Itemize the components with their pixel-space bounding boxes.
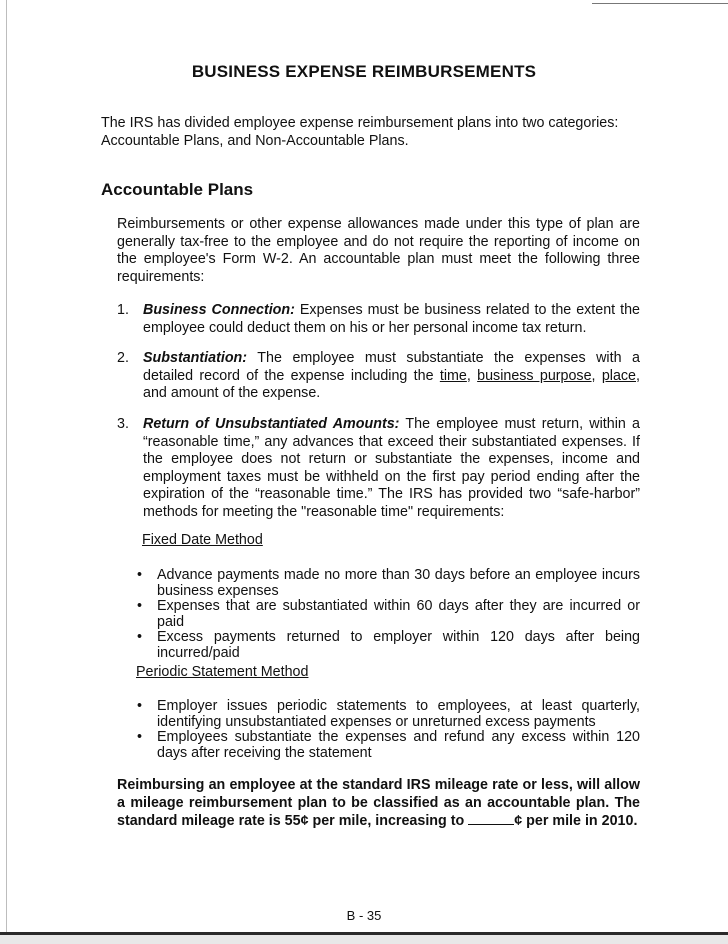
periodic-statement-bullets — [136, 699, 640, 761]
page-title: BUSINESS EXPENSE REIMBURSEMENTS — [191, 62, 537, 81]
intro-line-2: Accountable Plans, and Non-Accountable Plans. — [101, 133, 409, 149]
underlined-term: time — [439, 367, 467, 384]
requirement-number: 3. — [117, 416, 129, 432]
requirement-text: The employee must substantiate the expenses with a detailed record of the expense including the — [143, 350, 640, 384]
requirement-text: The employee must return, within a “reasonable time,” any advances that exceed their substantiated expenses. If the employee does not return or substantiate the expenses, income and employment taxes must be withheld on the first pay period ending after the expiration of the “reasonable time.” The IRS has provided two “safe-harbor” methods for meeting the "reasonable time" requirements: — [143, 416, 640, 520]
bullet-icon: • — [137, 598, 143, 614]
requirement-text-end: and amount of the expense. — [143, 385, 321, 401]
list-item: • Excess payments returned to employer within 120 days after being incurred/paid — [137, 629, 640, 661]
scan-left-edge — [6, 0, 7, 944]
fill-in-blank — [468, 812, 514, 825]
bullet-icon: • — [137, 729, 143, 745]
section-heading: Accountable Plans — [101, 180, 254, 199]
requirement-lead: Substantiation: — [143, 350, 248, 366]
list-item: • Employees substantiate the expenses and refund any excess within 120 days after receiving the statement — [137, 729, 640, 761]
closing-text: Reimbursing an employee at the standard IRS mileage rate or less, will allow a mileage reimbursement plan to be classified as an accountable plan. The standard mileage rate is 55¢ per mile, increasing to — [117, 777, 640, 829]
intro-line-1: The IRS has divided employee expense reimbursement plans into two categories: — [101, 115, 619, 131]
requirement-lead: Business Connection: — [143, 302, 295, 318]
list-item: • Employer issues periodic statements to employees, at least quarterly, identifying unsubstantiated expenses or unreturned excess payments — [137, 698, 640, 730]
bullet-icon: • — [137, 698, 143, 714]
underlined-term: place — [601, 367, 636, 384]
requirement-text: Expenses must be business related to the extent the employee could deduct them on his or her personal income tax return. — [143, 302, 640, 336]
requirement-number: 1. — [117, 302, 129, 318]
section-intro-text: Reimbursements or other expense allowances made under this type of plan are generally tax-free to the employee and do not require the reporting of income on the employee's Form W-2. An accountable plan must meet the following three requirements: — [117, 216, 640, 285]
scan-bottom-edge — [0, 932, 728, 944]
underlined-term: business purpose — [477, 367, 592, 384]
bullet-icon: • — [137, 629, 143, 645]
scan-top-line — [592, 3, 728, 4]
fixed-date-bullets — [136, 568, 640, 661]
list-item: • Advance payments made no more than 30 days before an employee incurs business expenses — [137, 567, 640, 599]
page-number: B - 35 — [346, 908, 382, 923]
bullet-icon: • — [137, 567, 143, 583]
requirement-1 — [117, 302, 640, 337]
method-heading-fixed-date: Fixed Date Method — [142, 532, 263, 548]
requirement-lead: Return of Unsubstantiated Amounts: — [143, 416, 400, 432]
section-intro — [117, 216, 640, 286]
intro-paragraph — [101, 114, 641, 150]
requirement-2: 2. Substantiation: The employee must substantiate the expenses with a detailed record of the expense including the time, business purpose, place, and amount of the expense. — [117, 350, 640, 401]
requirement-number: 2. — [117, 350, 129, 366]
closing-suffix: ¢ per mile in 2010. — [514, 813, 638, 829]
closing-statement — [117, 777, 640, 831]
requirement-3 — [117, 416, 640, 521]
list-item: • Expenses that are substantiated within 60 days after they are incurred or paid — [137, 598, 640, 630]
method-heading-periodic-statement: Periodic Statement Method — [136, 664, 309, 680]
